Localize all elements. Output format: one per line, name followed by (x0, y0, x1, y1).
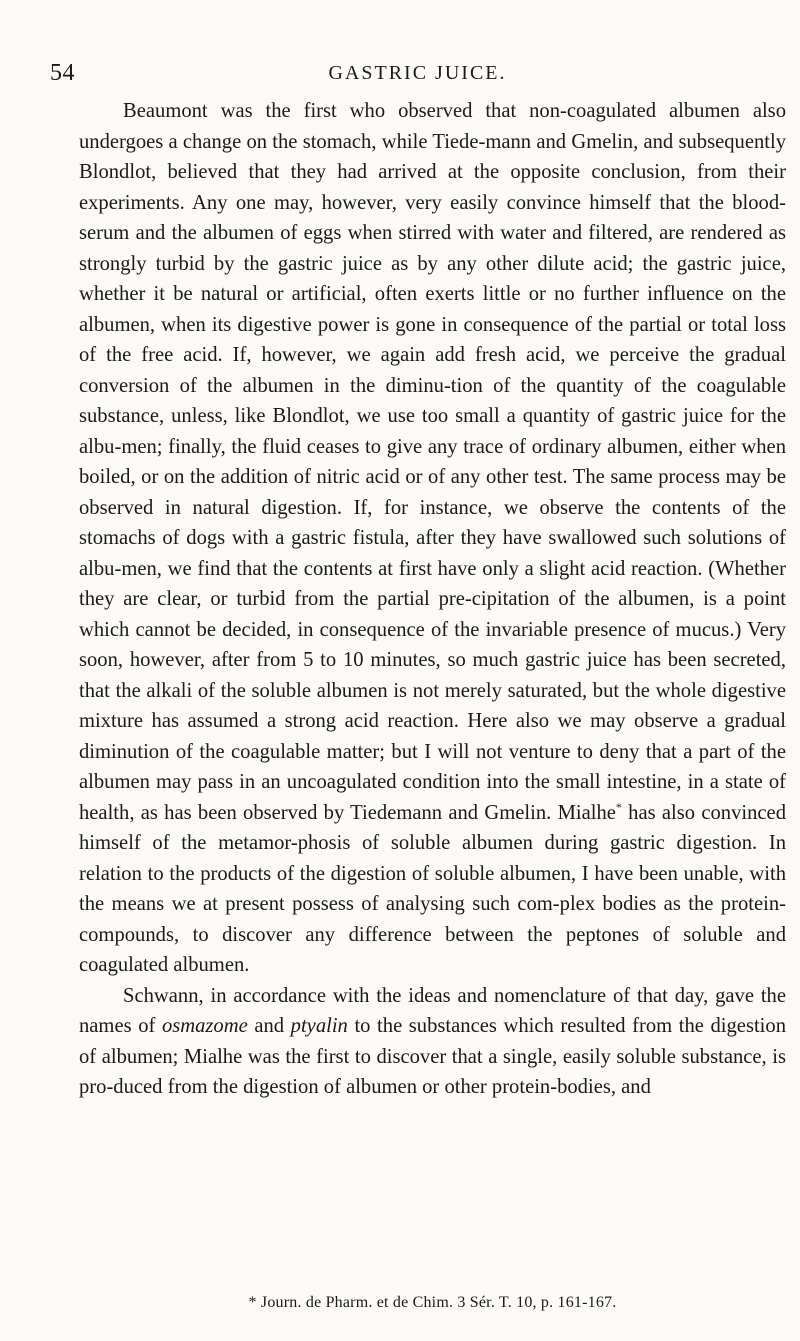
term-osmazome: osmazome (161, 1015, 248, 1037)
paragraph-1 (79, 96, 786, 981)
footnote: * Journ. de Pharm. et de Chim. 3 Sér. T. 10, p. 161-167. (248, 1294, 617, 1311)
footnote-mark: * (615, 799, 622, 814)
page-number: 54 (50, 60, 75, 86)
paragraph-2 (79, 981, 786, 1103)
term-ptyalin: ptyalin (290, 1015, 348, 1037)
body-text (79, 96, 786, 1103)
paragraph-1-text: Beaumont was the first who observed that non-coagulated albumen also undergoes a change on the stomach, while Tiede-mann and Gmelin, and subsequently Blondlot, believed that they had arrived at the opposite conclusion, from their experiments. Any one may, however, very easily convince himself that the blood-serum and the albumen of eggs when stirred with water and filtered, are rendered as strongly turbid by the gastric juice as by any other dilute acid; the gastric juice, whether it be natural or artificial, often exerts little or no further influence on the albumen, when its digestive power is gone in consequence of the partial or total loss of the free acid. If, however, we again add fresh acid, we perceive the gradual conversion of the albumen in the diminu-tion of the quantity of the coagulable substance, unless, like Blondlot, we use too small a quantity of gastric juice for the albu-men; finally, the fluid ceases to give any trace of ordinary albumen, either when boiled, or on the addition of nitric acid or of any other test. The same process may be observed in natural digestion. If, for instance, we observe the contents of the stomachs of dogs with a gastric fistula, after they have swallowed such solutions of albu-men, we find that the contents at first have only a slight acid reaction. (Whether they are clear, or turbid from the partial pre-cipitation of the albumen, is a point which cannot be decided, in consequence of the invariable presence of mucus.) Very soon, however, after from 5 to 10 minutes, so much gastric juice has been secreted, that the alkali of the soluble albumen is not merely saturated, but the whole digestive mixture has assumed a strong acid reaction. Here also we may observe a gradual diminution of the coagulable matter; but I will not venture to deny that a part of the albumen may pass in an uncoagulated condition into the small intestine, in a state of health, as has been observed by Tiedemann and Gmelin. Mialhe (79, 100, 786, 824)
paragraph-2-text-b: and (247, 1015, 291, 1037)
running-head: GASTRIC JUICE. (328, 62, 507, 84)
paragraph-1-continuation: has also convinced himself of the metamor-phosis of soluble albumen during gastric digestion. In relation to the products of the digestion of soluble albumen, I have been unable, with the means we at present possess of analysing such com-plex bodies as the protein-compounds, to discover any difference between the peptones of soluble and coagulated albumen. (79, 801, 786, 976)
page-header (50, 60, 785, 90)
paragraph-2-text-c: to the substances which resulted from the digestion of albumen; Mialhe was the first to discover that a single, easily soluble substance, is pro-duced from the digestion of albumen or other protein-bodies, and (79, 1015, 786, 1098)
paragraph-2-text-a: Schwann, in accordance with the ideas and nomenclature of that day, gave the names of (79, 984, 786, 1037)
